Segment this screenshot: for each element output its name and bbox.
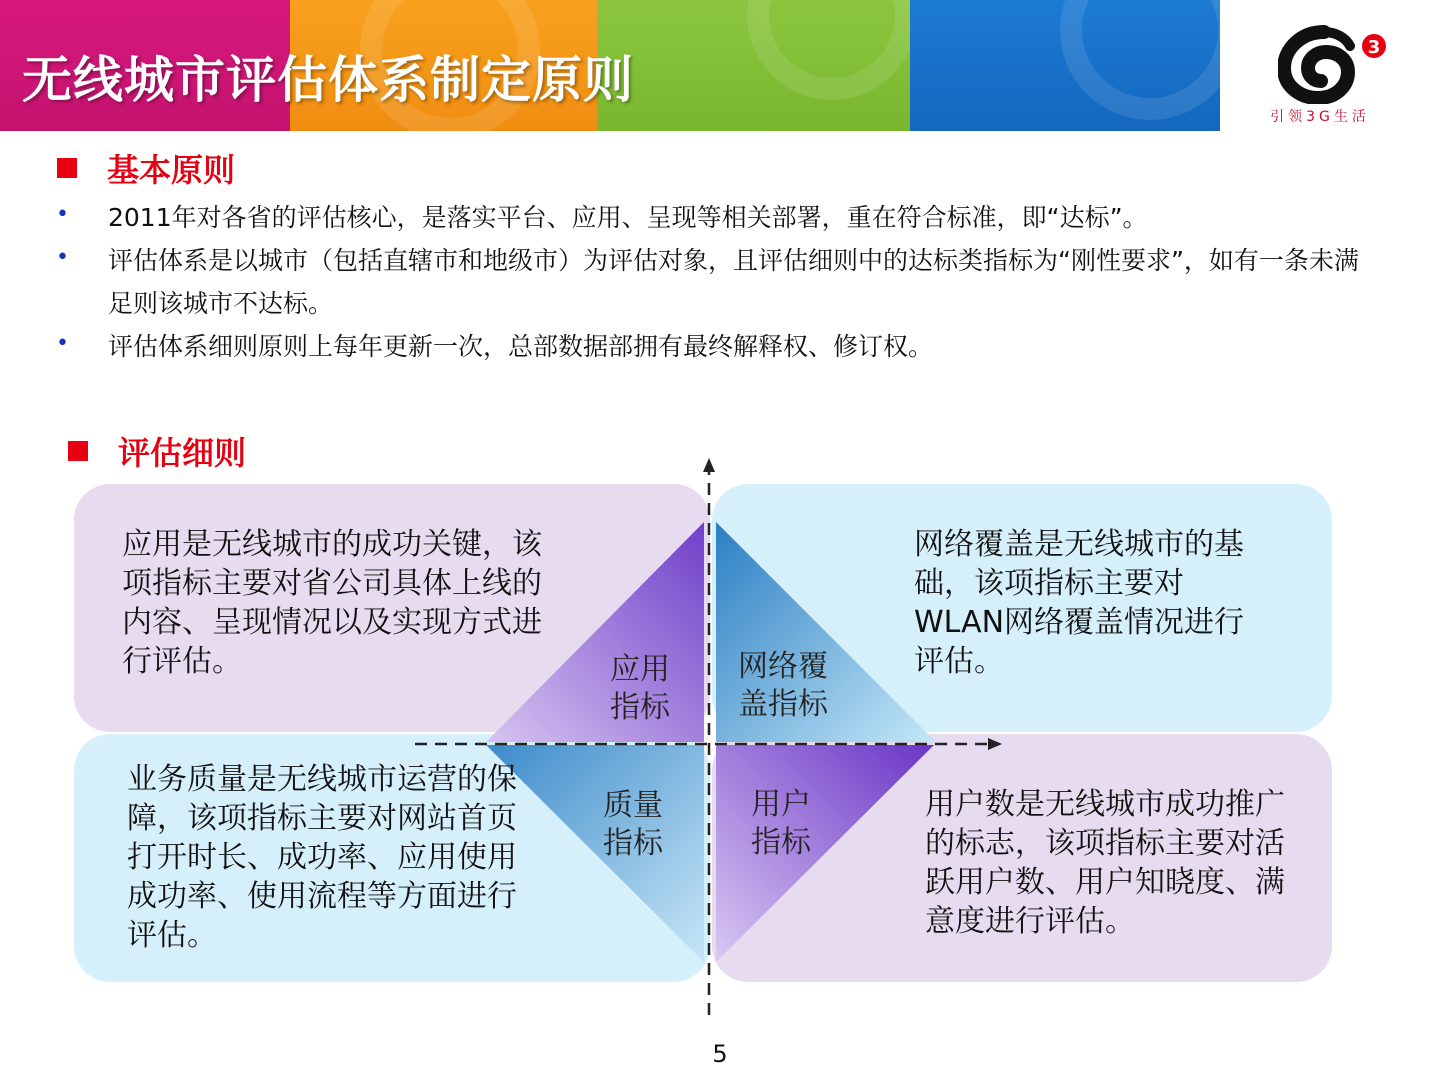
bullet-text: 评估体系是以城市（包括直辖市和地级市）为评估对象，且评估细则中的达标类指标为“刚性要求”，如有一条未满足则该城市不达标。 (108, 246, 1359, 318)
section-basic-title: 基本原则 (107, 151, 236, 189)
bullet-dot-icon: • (56, 202, 69, 227)
bullet-dot-icon: • (56, 331, 69, 356)
triangle-quality (486, 745, 704, 962)
arrow-right-icon (988, 738, 1002, 750)
triangle-users (716, 745, 934, 962)
application-description: 应用是无线城市的成功关键，该项指标主要对省公司具体上线的内容、呈现情况以及实现方式进行评估。 (122, 527, 542, 679)
arrow-up-icon (703, 458, 715, 472)
bullet-dot-icon: • (56, 245, 69, 270)
network-coverage-description: 网络覆盖是无线城市的基础，该项指标主要对WLAN网络覆盖情况进行评估。 (914, 527, 1245, 679)
page-title: 无线城市评估体系制定原则 (22, 51, 634, 109)
section-detail-title: 评估细则 (118, 434, 247, 472)
label-user-indicator: 用户 指标 (751, 787, 811, 860)
label-application-indicator: 应用 指标 (610, 652, 670, 725)
users-description: 用户数是无线城市成功推广的标志，该项指标主要对活跃用户数、用户知晓度、满意度进行评估。 (925, 787, 1285, 939)
quality-description: 业务质量是无线城市运营的保障，该项指标主要对网站首页打开时长、成功率、应用使用成功率、使用流程等方面进行评估。 (127, 762, 517, 953)
label-network-coverage-indicator: 网络覆 盖指标 (738, 649, 828, 722)
page-number: 5 (712, 1040, 728, 1068)
logo-badge: 3 (1367, 37, 1381, 58)
logo-tagline: 引领3G生活 (1270, 109, 1370, 125)
label-quality-indicator: 质量 指标 (603, 788, 663, 861)
bullet-text: 评估体系细则原则上每年更新一次，总部数据部拥有最终解释权、修订权。 (108, 332, 934, 361)
bullet-text: 2011年对各省的评估核心，是落实平台、应用、呈现等相关部署，重在符合标准，即“达标”。 (108, 203, 1148, 232)
